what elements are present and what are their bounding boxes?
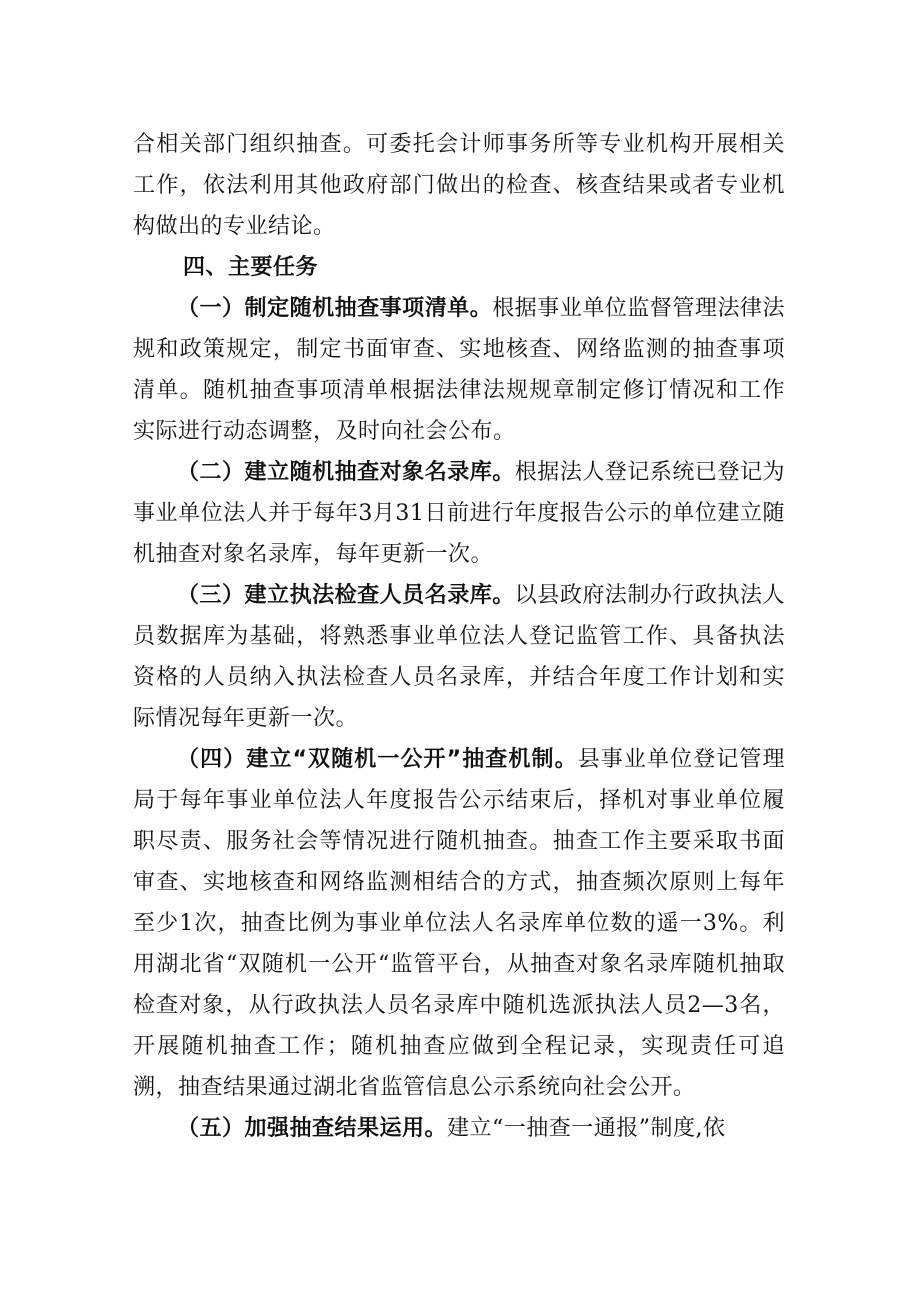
task-lead-1: （一）制定随机抽查事项清单。	[177, 296, 493, 321]
task-paragraph-3	[133, 575, 785, 739]
task-lead-5: （五）加强抽查结果运用。	[177, 1116, 448, 1141]
task-lead-3: （三）建立执法检查人员名录库。	[177, 583, 515, 608]
task-paragraph-2	[133, 452, 785, 575]
task-body-2: 根据法人登记系统已登记为事业单位法人并于每年3月31日前进行年度报告公示的单位建立随机抽查对象名录库，每年更新一次。	[133, 460, 785, 567]
task-body-1: 根据事业单位监督管理法律法规和政策规定，制定书面审查、实地核查、网络监测的抽查事项清单。随机抽查事项清单根据法律法规规章制定修订情况和工作实际进行动态调整，及时向社会公布。	[133, 296, 785, 444]
task-paragraph-5	[133, 1108, 785, 1149]
document-page	[133, 124, 785, 1149]
task-body-3: 以县政府法制办行政执法人员数据库为基础，将熟悉事业单位法人登记监管工作、具备执法资格的人员纳入执法检查人员名录库，并结合年度工作计划和实际情况每年更新一次。	[133, 583, 785, 731]
task-paragraph-4	[133, 739, 785, 1108]
task-body-4: 县事业单位登记管理局于每年事业单位法人年度报告公示结束后，择机对事业单位履职尽责、服务社会等情况进行随机抽查。抽查工作主要采取书面审查、实地核查和网络监测相结合的方式，抽查频次原则上每年至少1次，抽查比例为事业单位法人名录库单位数的遥一3%。利用湖北省“双随机一公开“监管平台，从抽查对象名录库随机抽取检查对象，从行政执法人员名录库中随机选派执法人员2—3名，开展随机抽查工作；随机抽查应做到全程记录，实现责任可追溯，抽查结果通过湖北省监管信息公示系统向社会公开。	[133, 747, 785, 1100]
task-lead-2: （二）建立随机抽查对象名录库。	[177, 460, 515, 485]
task-lead-4: （四）建立“双随机一公开”抽查机制。	[177, 747, 578, 772]
section-heading: 四、主要任务	[183, 255, 319, 280]
continuation-paragraph: 合相关部门组织抽查。可委托会计师事务所等专业机构开展相关工作，依法利用其他政府部门做出的检查、核查结果或者专业机构做出的专业结论。	[133, 132, 785, 239]
task-body-5: 建立“一抽查一通报”制度,依	[447, 1116, 726, 1141]
task-paragraph-1	[133, 288, 785, 452]
